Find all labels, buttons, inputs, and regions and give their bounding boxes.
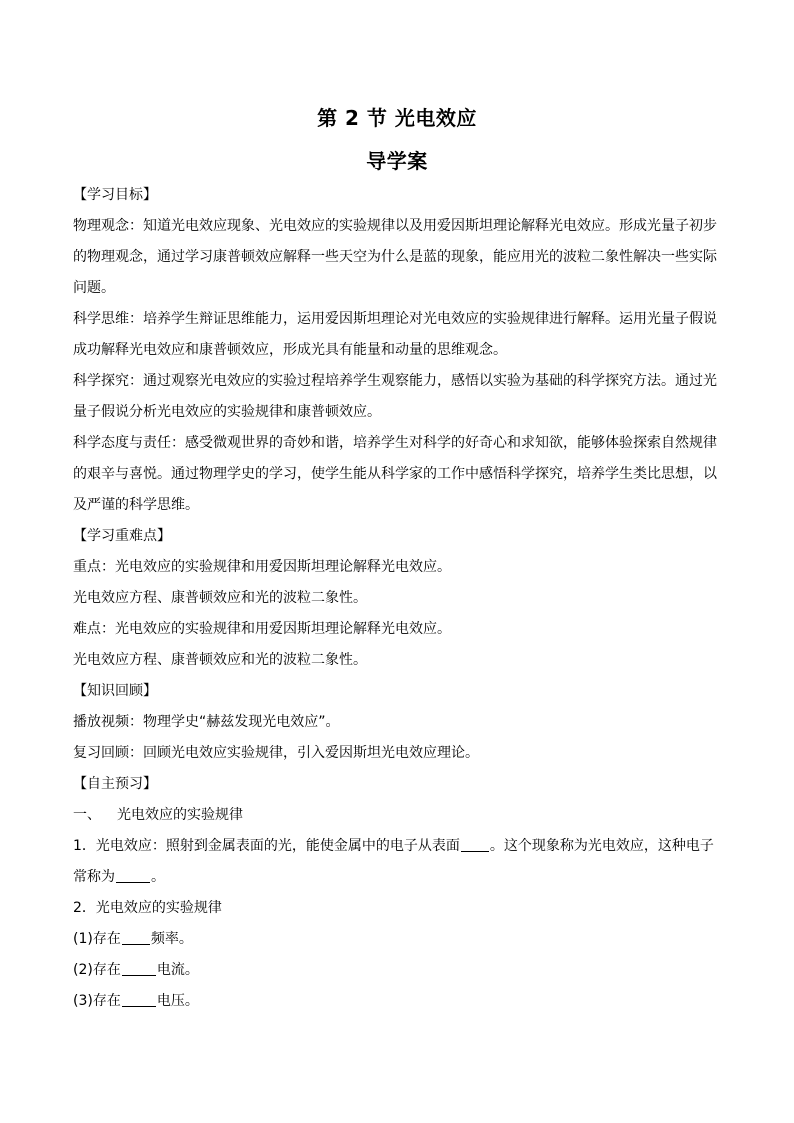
- review-heading: 【知识回顾】: [73, 683, 157, 699]
- question-1-text-a: 1．光电效应：照射到金属表面的光，能使金属中的电子从表面: [73, 838, 460, 854]
- question-2-2: [73, 955, 723, 986]
- question-1-text-c: 。: [151, 869, 165, 885]
- document-title: 第 2 节 光电效应: [317, 106, 477, 130]
- question-2: 2．光电效应的实验规律: [73, 900, 222, 916]
- review-video: 播放视频：物理学史“赫兹发现光电效应”。: [73, 714, 340, 730]
- question-1-text-b: 。这个现象称为光电效应，这种电子常称为: [73, 838, 714, 885]
- document-body: [73, 180, 723, 1017]
- question-2-3-prefix: (3)存在: [73, 993, 121, 1009]
- fill-blank-3[interactable]: [122, 929, 150, 945]
- question-2-1-prefix: (1)存在: [73, 931, 121, 947]
- preview-section-number: 一、: [73, 807, 101, 823]
- key-point-difficulty-extra: 光电效应方程、康普顿效应和光的波粒二象性。: [73, 652, 367, 668]
- objective-scientific-inquiry: 科学探究：通过观察光电效应的实验过程培养学生观察能力，感悟以实验为基础的科学探究方法。通过光量子假说分析光电效应的实验规律和康普顿效应。: [73, 373, 717, 420]
- fill-blank-4[interactable]: [122, 960, 156, 976]
- question-2-3-suffix: 电压。: [156, 993, 199, 1009]
- fill-blank-5[interactable]: [122, 991, 156, 1007]
- key-point-focus: 重点：光电效应的实验规律和用爱因斯坦理论解释光电效应。: [73, 559, 451, 575]
- question-2-1-suffix: 频率。: [150, 931, 193, 947]
- question-2-1: [73, 924, 723, 955]
- key-point-focus-extra: 光电效应方程、康普顿效应和光的波粒二象性。: [73, 590, 367, 606]
- objective-physics-concept: 物理观念：知道光电效应现象、光电效应的实验规律以及用爱因斯坦理论解释光电效应。形成光量子初步的物理观念，通过学习康普顿效应解释一些天空为什么是蓝的现象，能应用光的波粒二象性解决一些实际问题。: [73, 218, 717, 296]
- question-2-3: [73, 986, 723, 1017]
- preview-section-title: 光电效应的实验规律: [117, 807, 243, 823]
- preview-section-heading: [73, 800, 723, 831]
- objective-attitude-responsibility: 科学态度与责任：感受微观世界的奇妙和谐，培养学生对科学的好奇心和求知欲，能够体验探索自然规律的艰辛与喜悦。通过物理学史的学习，使学生能从科学家的工作中感悟科学探究，培养学生类比思想，以及严谨的科学思维。: [73, 435, 717, 513]
- key-point-difficulty: 难点：光电效应的实验规律和用爱因斯坦理论解释光电效应。: [73, 621, 451, 637]
- preview-heading: 【自主预习】: [73, 776, 157, 792]
- question-2-2-suffix: 电流。: [156, 962, 199, 978]
- question-1: [73, 831, 723, 893]
- question-2-2-prefix: (2)存在: [73, 962, 121, 978]
- objective-scientific-thinking: 科学思维：培养学生辩证思维能力，运用爱因斯坦理论对光电效应的实验规律进行解释。运用光量子假说成功解释光电效应和康普顿效应，形成光具有能量和动量的思维观念。: [73, 311, 717, 358]
- document-subtitle: 导学案: [366, 149, 428, 173]
- objectives-heading: 【学习目标】: [73, 187, 157, 203]
- review-recap: 复习回顾：回顾光电效应实验规律，引入爱因斯坦光电效应理论。: [73, 745, 479, 761]
- fill-blank-2[interactable]: [116, 867, 150, 883]
- fill-blank-1[interactable]: [461, 836, 489, 852]
- key-points-heading: 【学习重难点】: [73, 528, 171, 544]
